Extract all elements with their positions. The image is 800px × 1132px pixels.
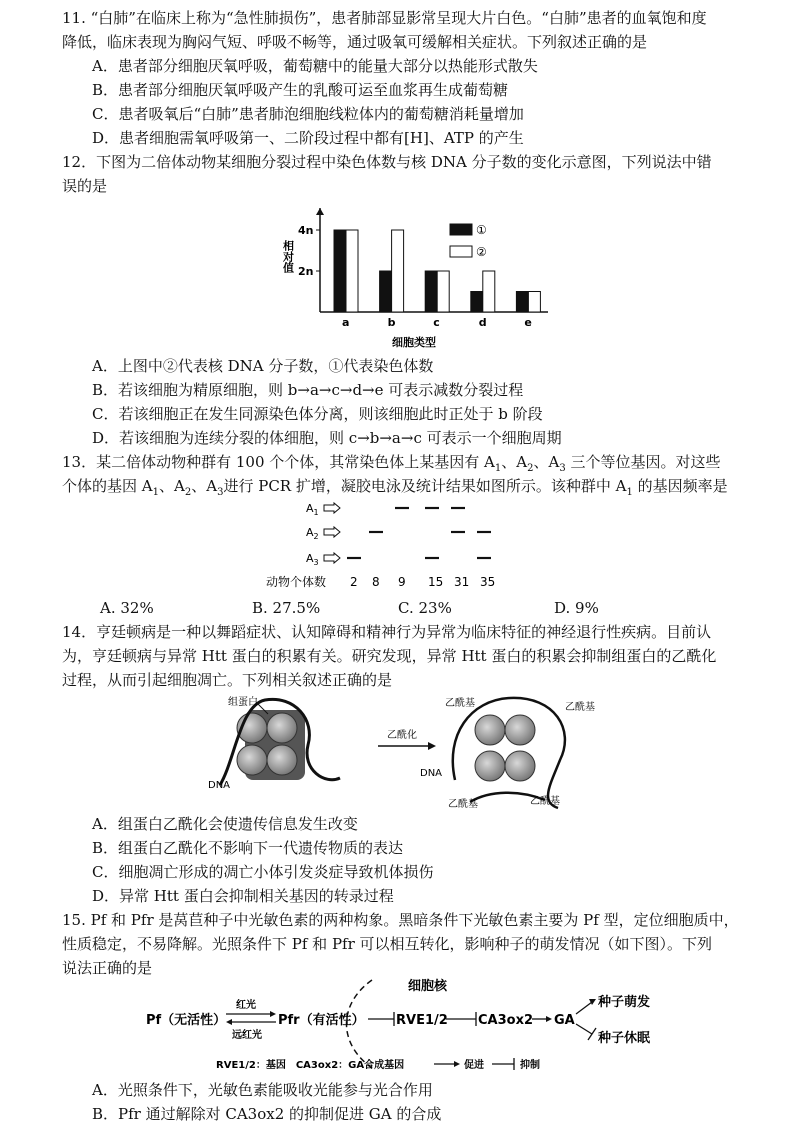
q11-stem-line1: 11. “白肺”在临床上称为“急性肺损伤”，患者肺部显影常呈现大片白色。“白肺”患者的血氧饱和度 [62,9,707,27]
compact-nucleosome [220,699,340,785]
pfr-label: Pfr（有活性） [278,1013,365,1028]
acetylation-arrow-label: 乙酰化 [387,730,417,741]
bar-b-series1 [380,271,392,312]
bar-c-series1 [425,271,437,312]
legend-swatch [450,246,472,257]
q11-option-d: D．患者细胞需氧呼吸第一、二阶段过程中都有[H]、ATP 的产生 [92,129,524,147]
pf-label: Pf（无活性） [146,1013,227,1028]
bar-c-series2 [437,271,449,312]
q11-option-b: B．患者部分细胞厌氧呼吸产生的乳酸可运至血浆再生成葡萄糖 [92,81,509,99]
q14-stem-line3: 过程，从而引起细胞凋亡。下列相关叙述正确的是 [62,671,393,689]
legend-label: ② [476,245,487,259]
dna-label-right: DNA [420,768,443,779]
x-tick-label: b [387,316,396,329]
q14-option-b: B．组蛋白乙酰化不影响下一代遗传物质的表达 [92,839,404,857]
y-tick-label: 2n [298,265,314,278]
q12-option-b: B．若该细胞为精原细胞，则 b→a→c→d→e 可表示减数分裂过程 [92,381,524,399]
q14-option-c: C．细胞凋亡形成的凋亡小体引发炎症导致机体损伤 [92,863,434,881]
gel-count: 9 [398,575,406,589]
gel-row-arrow [324,527,340,537]
q11-option-a: A．患者部分细胞厌氧呼吸，葡萄糖中的能量大部分以热能形式散失 [92,57,538,75]
acetyl-label-3: 乙酰基 [448,799,478,810]
x-tick-label: d [478,316,487,329]
y-axis-label: 相对值 [281,240,295,273]
loosened-nucleosome [453,698,565,808]
q12-stem-line2: 误的是 [62,177,108,195]
legend-promote: 促进 [464,1060,484,1071]
gel-count: 35 [480,575,496,589]
red-light-label: 红光 [236,1000,256,1011]
x-tick-label: a [342,316,350,329]
gel-count: 8 [372,575,380,589]
q12-option-d: D．若该细胞为连续分裂的体细胞，则 c→b→a→c 可表示一个细胞周期 [92,429,562,447]
gel-count-label: 动物个体数 [266,575,327,589]
q13-option-b: B. 27.5% [252,599,321,617]
q15-option-b: B．Pfr 通过解除对 CA3ox2 的抑制促进 GA 的合成 [92,1105,442,1123]
gel-row-label: $A_1$ [306,502,319,517]
dna-label-left: DNA [208,780,231,791]
q13-stem-line1: 13．某二倍体动物种群有 100 个个体，其常染色体上某基因有 $A_1$、$A_2$、$A_3$ 三个等位基因。对这些 [62,453,721,474]
q15-option-a: A．光照条件下，光敏色素能吸收光能参与光合作用 [92,1081,433,1099]
x-tick-label: c [433,316,440,329]
gel-count: 31 [454,575,470,589]
histone-acetylation-figure [190,690,610,810]
q14-option-a: A．组蛋白乙酰化会使遗传信息发生改变 [92,815,358,833]
y-axis-arrow [316,208,324,215]
gel-count: 15 [428,575,444,589]
q11-stem-line2: 降低，临床表现为胸闷气短、呼吸不畅等，通过吸氧可缓解相关症状。下列叙述正确的是 [62,33,648,51]
q15-stem-line1: 15. Pf 和 Pfr 是莴苣种子中光敏色素的两种构象。黑暗条件下光敏色素主要为 Pf 型，定位细胞质中， [62,911,739,929]
q13-stem-line2: 个体的基因 $A_1$、$A_2$、$A_3$进行 PCR 扩增，凝胶电泳及统计结果如图所示。该种群中 $A_1$ 的基因频率是 [62,477,728,498]
y-tick-label: 4n [298,224,314,237]
far-red-light-label: 远红光 [232,1030,262,1041]
acetyl-label-2: 乙酰基 [565,702,595,713]
legend-label: ① [476,223,487,237]
acetyl-label-4: 乙酰基 [530,796,560,807]
bar-a-series2 [346,230,358,312]
nucleus-label: 细胞核 [408,979,448,994]
bar-b-series2 [392,230,404,312]
germination-label: 种子萌发 [598,995,651,1010]
electrophoresis-gel-figure [262,494,522,594]
x-axis-label: 细胞类型 [392,336,436,349]
legend-inhibit: 抑制 [520,1060,540,1071]
gel-row-label: $A_2$ [306,526,319,541]
q11-option-c: C．患者吸氧后“白肺”患者肺泡细胞线粒体内的葡萄糖消耗量增加 [92,105,524,123]
q15-stem-line2: 性质稳定，不易降解。光照条件下 Pf 和 Pfr 可以相互转化，影响种子的萌发情况（如下图）。下列 [62,935,713,953]
q14-option-d: D．异常 Htt 蛋白会抑制相关基因的转录过程 [92,887,394,905]
ga-label: GA [554,1013,575,1028]
q14-stem-line1: 14．亨廷顿病是一种以舞蹈症状、认知障碍和精神行为异常为临床特征的神经退行性疾病。目前认 [62,623,712,641]
histone-label: 组蛋白 [228,697,258,708]
q13-option-c: C. 23% [398,599,452,617]
bar-d-series1 [471,292,483,313]
q13-option-a: A. 32% [100,599,154,617]
phytochrome-pathway-figure [140,974,680,1074]
q12-option-a: A．上图中②代表核 DNA 分子数，①代表染色体数 [92,357,434,375]
legend-swatch [450,224,472,235]
gel-row-label: $A_3$ [306,552,319,567]
ca3ox2-label: CA3ox2 [478,1013,534,1028]
q14-stem-line2: 为，亨廷顿病与异常 Htt 蛋白的积累有关。研究发现，异常 Htt 蛋白的积累会抑制组蛋白的乙酰化 [62,647,717,665]
bar-a-series1 [334,230,346,312]
rve-label: RVE1/2 [396,1013,448,1028]
bar-e-series2 [528,292,540,313]
legend-genes: RVE1/2：基因 CA3ox2：GA合成基因 [216,1060,405,1071]
gel-row-arrow [324,553,340,563]
gel-count: 2 [350,575,358,589]
q15-stem-line3: 说法正确的是 [62,959,153,977]
promote-arrow-2 [576,1002,592,1014]
dormancy-label: 种子休眠 [598,1031,651,1046]
bar-e-series1 [516,292,528,313]
bar-d-series2 [483,271,495,312]
bar-chart [270,200,560,350]
q13-option-d: D. 9% [554,599,599,617]
acetyl-label-1: 乙酰基 [445,698,475,709]
gel-row-arrow [324,503,340,513]
inhibit-arrow-3 [576,1024,592,1034]
q12-option-c: C．若该细胞正在发生同源染色体分离，则该细胞此时正处于 b 阶段 [92,405,543,423]
x-tick-label: e [524,316,532,329]
q12-stem-line1: 12．下图为二倍体动物某细胞分裂过程中染色体数与核 DNA 分子数的变化示意图，下列说法中错 [62,153,712,171]
